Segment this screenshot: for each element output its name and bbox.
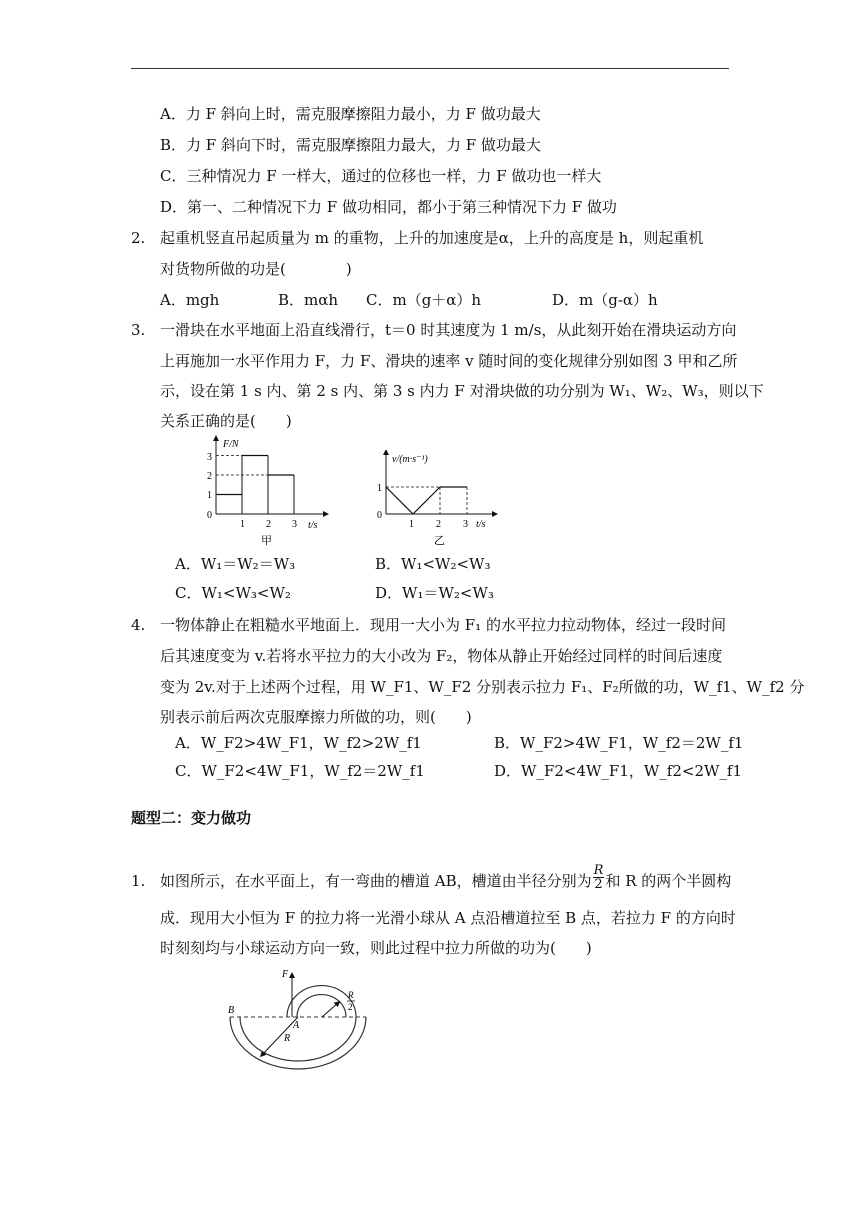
groove-label-half-r-top: R (348, 990, 354, 1000)
groove-label-half-r-bottom: 2 (348, 1002, 353, 1012)
fig-left-ytick-3: 3 (207, 452, 212, 463)
q4-option-c: C．W_F2<4W_F1，W_f2＝2W_f1 (175, 762, 425, 780)
q4-stem-line1: 一物体静止在粗糙水平地面上．现用一大小为 F₁ 的水平拉力拉动物体，经过一段时间 (160, 616, 726, 634)
s2-q1-stem-line1 (160, 862, 732, 892)
groove-label-a: A (293, 1020, 300, 1031)
fig-left-caption: 甲 (261, 535, 272, 547)
fig-right-ytick-1: 1 (377, 483, 382, 494)
fig-right-ylabel: v/(m·s⁻¹) (392, 454, 428, 465)
fig-left-xtick-2: 2 (266, 519, 271, 530)
figure-force-time (196, 430, 346, 550)
section-heading: 题型二：变力做功 (131, 809, 252, 827)
fig-right-xtick-1: 1 (409, 519, 414, 530)
fig-left-xtick-1: 1 (240, 519, 245, 530)
s2-q1-stem-line1-a: 如图所示，在水平面上，有一弯曲的槽道 AB，槽道由半径分别为 (160, 872, 592, 890)
q1-option-b: B．力 F 斜向下时，需克服摩擦阻力最大，力 F 做功最大 (160, 136, 541, 154)
q4-option-d: D．W_F2<4W_F1，W_f2<2W_f1 (494, 762, 743, 780)
fig-left-ytick-2: 2 (207, 471, 212, 482)
q2-option-c: C．m（g＋α）h (366, 291, 482, 309)
fig-left-ylabel: F/N (223, 439, 239, 450)
fig-right-xtick-2: 2 (436, 519, 441, 530)
fig-left-steps (216, 456, 294, 515)
fig-left-ytick-0: 0 (207, 510, 212, 521)
fig-right-ytick-0: 0 (377, 510, 382, 521)
q3-stem-line4: 关系正确的是( ) (160, 412, 292, 430)
fig-left-xtick-3: 3 (292, 519, 297, 530)
q3-stem-line2: 上再施加一水平作用力 F，力 F、滑块的速率 v 随时间的变化规律分别如图 3 甲和乙所 (160, 352, 738, 370)
fig-right-segment-2 (413, 487, 440, 514)
fig-right-caption: 乙 (434, 535, 445, 547)
q2-option-d: D．m（g-α）h (552, 291, 658, 309)
q1-option-c: C．三种情况力 F 一样大，通过的位移也一样，力 F 做功也一样大 (160, 167, 602, 185)
q4-number: 4. (131, 616, 146, 634)
s2-q1-number: 1. (131, 872, 146, 890)
q2-option-a: A．mgh (160, 291, 220, 309)
q1-option-d: D．第一、二种情况下力 F 做功相同，都小于第三种情况下力 F 做功 (160, 198, 617, 216)
s2-q1-stem-line1-b: 和 R 的两个半圆构 (605, 872, 732, 890)
fig-right-segment-1 (386, 487, 413, 514)
s2-q1-stem-line2: 成．现用大小恒为 F 的拉力将一光滑小球从 A 点沿槽道拉至 B 点，若拉力 F 的方向时 (160, 909, 736, 927)
q2-option-b: B．mαh (278, 291, 339, 309)
q3-option-a: A．W₁＝W₂＝W₃ (175, 555, 296, 573)
q2-number: 2. (131, 229, 146, 247)
fig-right-xlabel: t/s (476, 519, 486, 530)
q2-stem-line2: 对货物所做的功是( ) (160, 260, 352, 278)
q3-stem-line3: 示，设在第 1 s 内、第 2 s 内、第 3 s 内力 F 对滑块做的功分别为 W₁、W₂、W₃，则以下 (160, 382, 764, 400)
q3-option-c: C．W₁<W₃<W₂ (175, 584, 291, 602)
s2-q1-stem-line3: 时刻刻均与小球运动方向一致，则此过程中拉力所做的功为( ) (160, 939, 592, 957)
q3-option-d: D．W₁＝W₂<W₃ (375, 584, 494, 602)
q3-number: 3. (131, 321, 146, 339)
fig-right-xtick-3: 3 (463, 519, 468, 530)
groove-label-b: B (228, 1005, 235, 1016)
r-over-2-fraction: $\frac{R}{2}$ (593, 862, 604, 892)
fig-left-xlabel: t/s (308, 520, 318, 531)
figure-curved-groove (220, 965, 370, 1080)
q3-stem-line1: 一滑块在水平地面上沿直线滑行，t＝0 时其速度为 1 m/s，从此刻开始在滑块运动方向 (160, 321, 737, 339)
q1-option-a: A．力 F 斜向上时，需克服摩擦阻力最小，力 F 做功最大 (160, 105, 541, 123)
fig-right-curve (386, 487, 467, 514)
groove-label-r: R (284, 1033, 291, 1044)
figure-velocity-time (370, 450, 520, 550)
header-rule (131, 68, 729, 69)
q4-stem-line2: 后其速度变为 v.若将水平拉力的大小改为 F₂，物体从静止开始经过同样的时间后速度 (160, 647, 723, 665)
q3-option-b: B．W₁<W₂<W₃ (375, 555, 491, 573)
q4-option-b: B．W_F2>4W_F1，W_f2＝2W_f1 (494, 734, 744, 752)
fig-left-ytick-1: 1 (207, 490, 212, 501)
q4-stem-line3: 变为 2v.对于上述两个过程，用 W_F1、W_F2 分别表示拉力 F₁、F₂所做的功，W_f1、W_f2 分 (160, 678, 805, 696)
q2-stem-line1: 起重机竖直吊起质量为 m 的重物，上升的加速度是α，上升的高度是 h，则起重机 (160, 229, 704, 247)
q4-option-a: A．W_F2>4W_F1，W_f2>2W_f1 (175, 734, 422, 752)
groove-label-f: F (282, 969, 289, 980)
q4-stem-line4: 别表示前后两次克服摩擦力所做的功，则( ) (160, 708, 472, 726)
